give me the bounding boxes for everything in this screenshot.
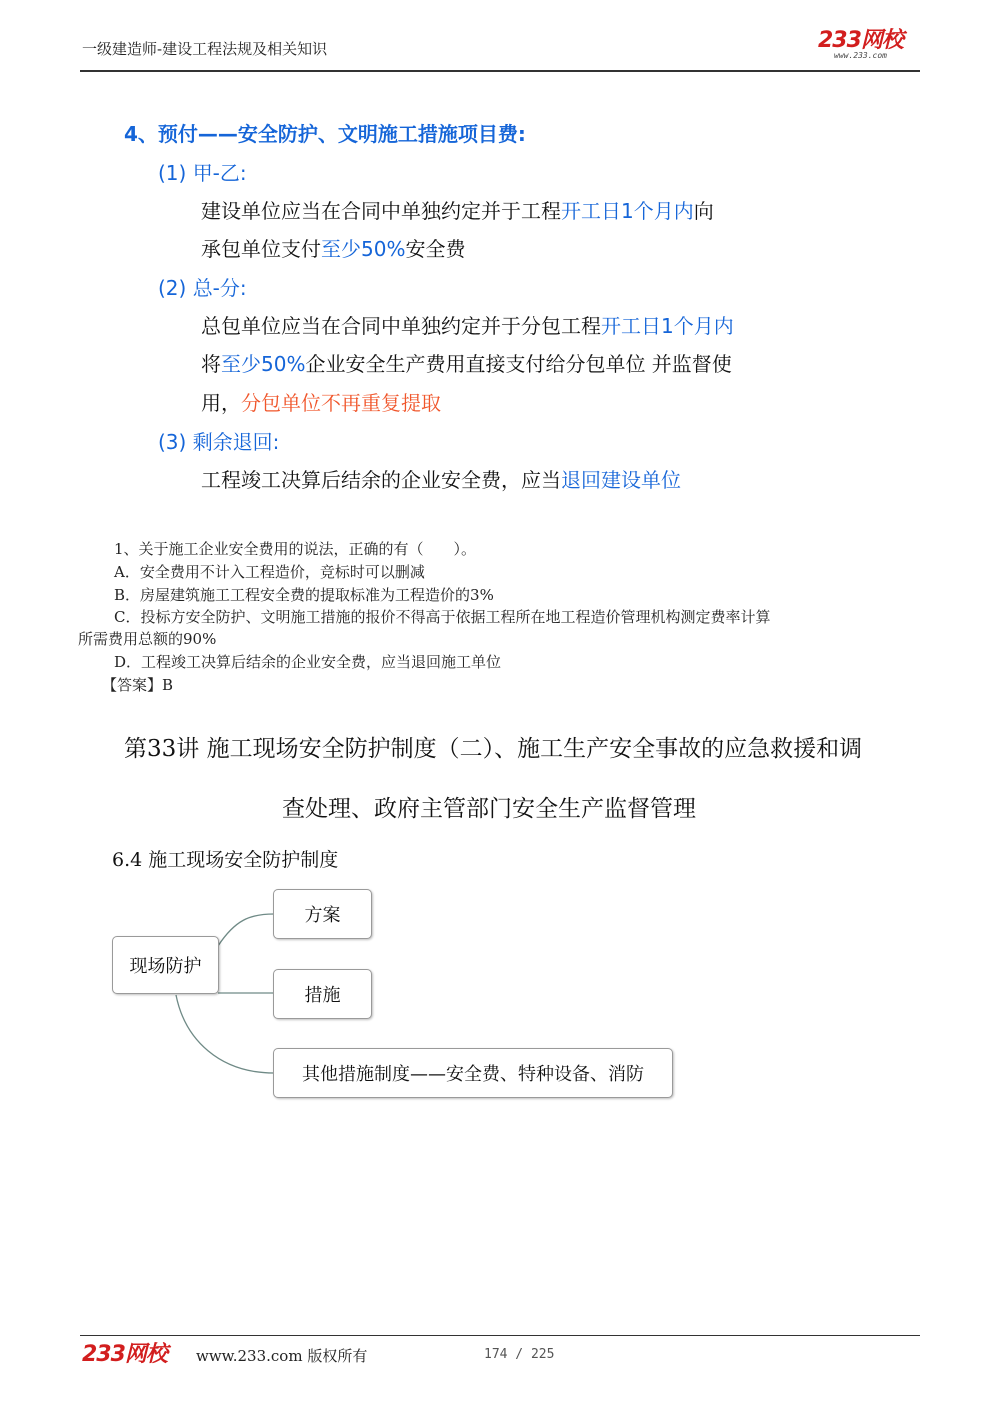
lecture-title-line1: 第33讲 施工现场安全防护制度（二）、施工生产安全事故的应急救援和调	[124, 736, 863, 762]
footer-logo: 233网校	[82, 1342, 167, 1367]
mindmap-child-node: 措施	[273, 969, 372, 1019]
slide-text-segment: 分包单位不再重复提取	[241, 391, 441, 415]
question-option-d: D．工程竣工决算后结余的企业安全费，应当退回施工单位	[114, 653, 502, 671]
mindmap-child-node: 其他措施制度——安全费、特种设备、消防	[273, 1048, 673, 1098]
connector-line	[218, 914, 274, 946]
slide-text-segment: 至少50%	[321, 237, 406, 261]
question-option-c-cont: 所需费用总额的90%	[78, 630, 217, 648]
slide-text-segment: 安全费	[405, 237, 466, 261]
section-heading: 6.4 施工现场安全防护制度	[112, 849, 339, 871]
slide-text-segment: 企业安全生产费用直接支付给分包单位 并监督使	[305, 352, 732, 376]
slide-text-segment: 承包单位支付	[201, 237, 321, 261]
document-header-title: 一级建造师-建设工程法规及相关知识	[82, 40, 328, 58]
mindmap-child-node: 方案	[273, 889, 372, 939]
question-stem: 1、关于施工企业安全费用的说法，正确的有（ ）。	[114, 540, 477, 558]
slide-text-segment: 至少50%	[221, 352, 306, 376]
header-logo-url: www.233.com	[834, 51, 887, 60]
slide-text-segment: 开工日1个月内	[601, 314, 734, 338]
slide-text-segment: 退回建设单位	[561, 468, 681, 492]
question-answer: 【答案】B	[102, 676, 174, 694]
slide-heading: 4、预付——安全防护、文明施工措施项目费:	[124, 122, 526, 146]
footer-divider	[80, 1335, 920, 1336]
slide-text-segment: 总包单位应当在合同中单独约定并于分包工程	[201, 314, 601, 338]
mindmap-root-node: 现场防护	[112, 936, 219, 994]
slide-text-segment: 工程竣工决算后结余的企业安全费，应当	[201, 468, 561, 492]
lecture-title-line2: 查处理、政府主管部门安全生产监督管理	[282, 796, 696, 822]
slide-item-label: (2) 总-分:	[158, 276, 247, 300]
slide-item-label: (1) 甲-乙:	[158, 161, 247, 185]
slide-text-segment: 建设单位应当在合同中单独约定并于工程	[201, 199, 561, 223]
question-option-a: A．安全费用不计入工程造价，竞标时可以删减	[114, 563, 425, 581]
footer-copyright: www.233.com 版权所有	[196, 1347, 368, 1365]
slide-text-segment: 将	[201, 352, 221, 376]
connector-line	[176, 995, 274, 1073]
slide-text-segment: 向	[693, 199, 714, 223]
slide-item-label: (3) 剩余退回:	[158, 430, 280, 454]
question-option-b: B．房屋建筑施工工程安全费的提取标准为工程造价的3%	[114, 586, 494, 604]
header-logo-text: 233网校	[818, 28, 903, 53]
question-option-c: C．投标方安全防护、文明施工措施的报价不得高于依据工程所在地工程造价管理机构测定费率计算	[114, 608, 771, 626]
slide-text-segment: 开工日1个月内	[561, 199, 694, 223]
page-number: 174 / 225	[484, 1347, 555, 1362]
slide-text-segment: 用，	[201, 391, 241, 415]
